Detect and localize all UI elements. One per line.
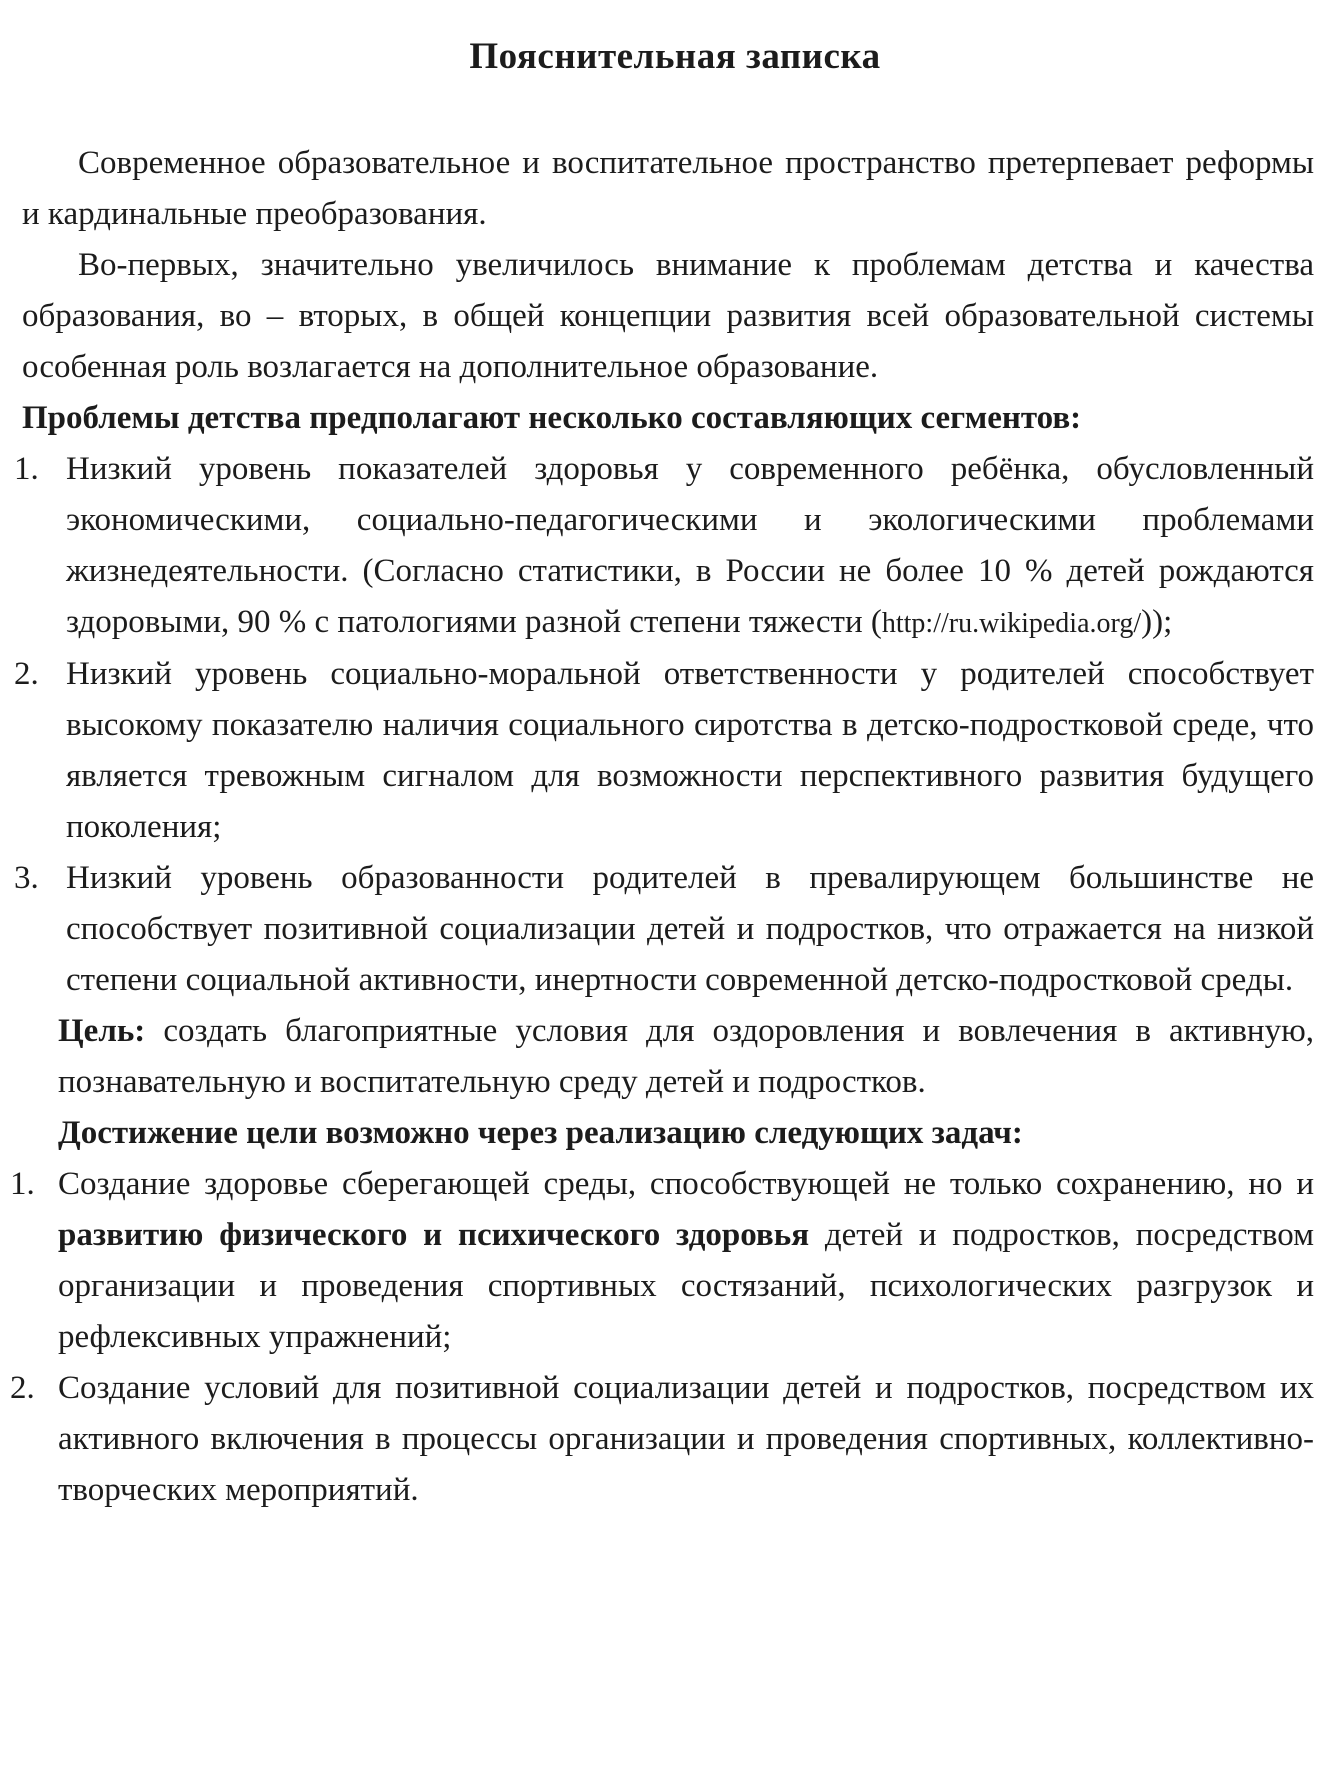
intro-paragraph-2: Во-первых, значительно увеличилось внимание к проблемам детства и качества образования, во – вторых, в общей концепции развития всей образовательной системы особенная роль возлагается на дополнительное образование. xyxy=(22,247,1314,385)
list-item-text: Низкий уровень показателей здоровья у современного ребёнка, обусловленный экономическими, социально-педагогическими и экологическими проблемами жизнедеятельности. (Согласно статистики, в России не более 10 % детей рождаются здоровыми, 90 % с патологиями разной степени тяжести ( xyxy=(66,451,1314,640)
list-item-number: 3. xyxy=(14,860,39,896)
list-item-text-after: детей и подростков, посредством организации и проведения спортивных состязаний, психологических разгрузок и рефлексивных упражнений; xyxy=(58,1217,1315,1355)
list-item-text: Низкий уровень социально-моральной ответственности у родителей способствует высокому показателю наличия социального сиротства в детско-подростковой среде, что является тревожным сигналом для возможности перспективного развития будущего поколения; xyxy=(66,656,1314,845)
list-item xyxy=(14,444,1314,649)
list-item-number: 1. xyxy=(10,1166,35,1202)
intro-paragraph-1: Современное образовательное и воспитательное пространство претерпевает реформы и кардинальные преобразования. xyxy=(22,145,1314,232)
goal-text: создать благоприятные условия для оздоровления и вовлечения в активную, познавательную и воспитательную среду детей и подростков. xyxy=(58,1013,1314,1100)
list-item xyxy=(14,649,1314,853)
wikipedia-link[interactable]: http://ru.wikipedia.org/ xyxy=(881,608,1142,639)
goal-label: Цель: xyxy=(58,1013,146,1049)
goal-paragraph xyxy=(22,1006,1314,1108)
list-item-bold-text: развитию физического и психического здоровья xyxy=(58,1217,810,1253)
list-item xyxy=(10,1363,1314,1516)
document-content xyxy=(10,32,1315,1516)
list-item-text: Создание здоровье сберегающей среды, способствующей не только сохранению, но и xyxy=(58,1166,1314,1202)
list-item-text: Создание условий для позитивной социализации детей и подростков, посредством их активного включения в процессы организации и проведения спортивных, коллективно-творческих мероприятий. xyxy=(58,1370,1314,1508)
tasks-heading: Достижение цели возможно через реализацию следующих задач: xyxy=(58,1115,1023,1151)
problems-heading: Проблемы детства предполагают несколько составляющих сегментов: xyxy=(22,400,1082,436)
page-title: Пояснительная записка xyxy=(469,36,881,77)
list-item xyxy=(14,853,1314,1006)
list-item-number: 2. xyxy=(14,656,39,692)
list-item xyxy=(10,1159,1315,1363)
list-item-number: 1. xyxy=(14,451,39,487)
list-item-number: 2. xyxy=(10,1370,35,1406)
list-item-text-tail: )); xyxy=(1141,604,1173,640)
problems-list xyxy=(14,444,1314,1006)
list-item-text: Низкий уровень образованности родителей в превалирующем большинстве не способствует позитивной социализации детей и подростков, что отражается на низкой степени социальной активности, инертности современной детско-подростковой среды. xyxy=(66,860,1314,998)
tasks-list xyxy=(10,1159,1315,1516)
